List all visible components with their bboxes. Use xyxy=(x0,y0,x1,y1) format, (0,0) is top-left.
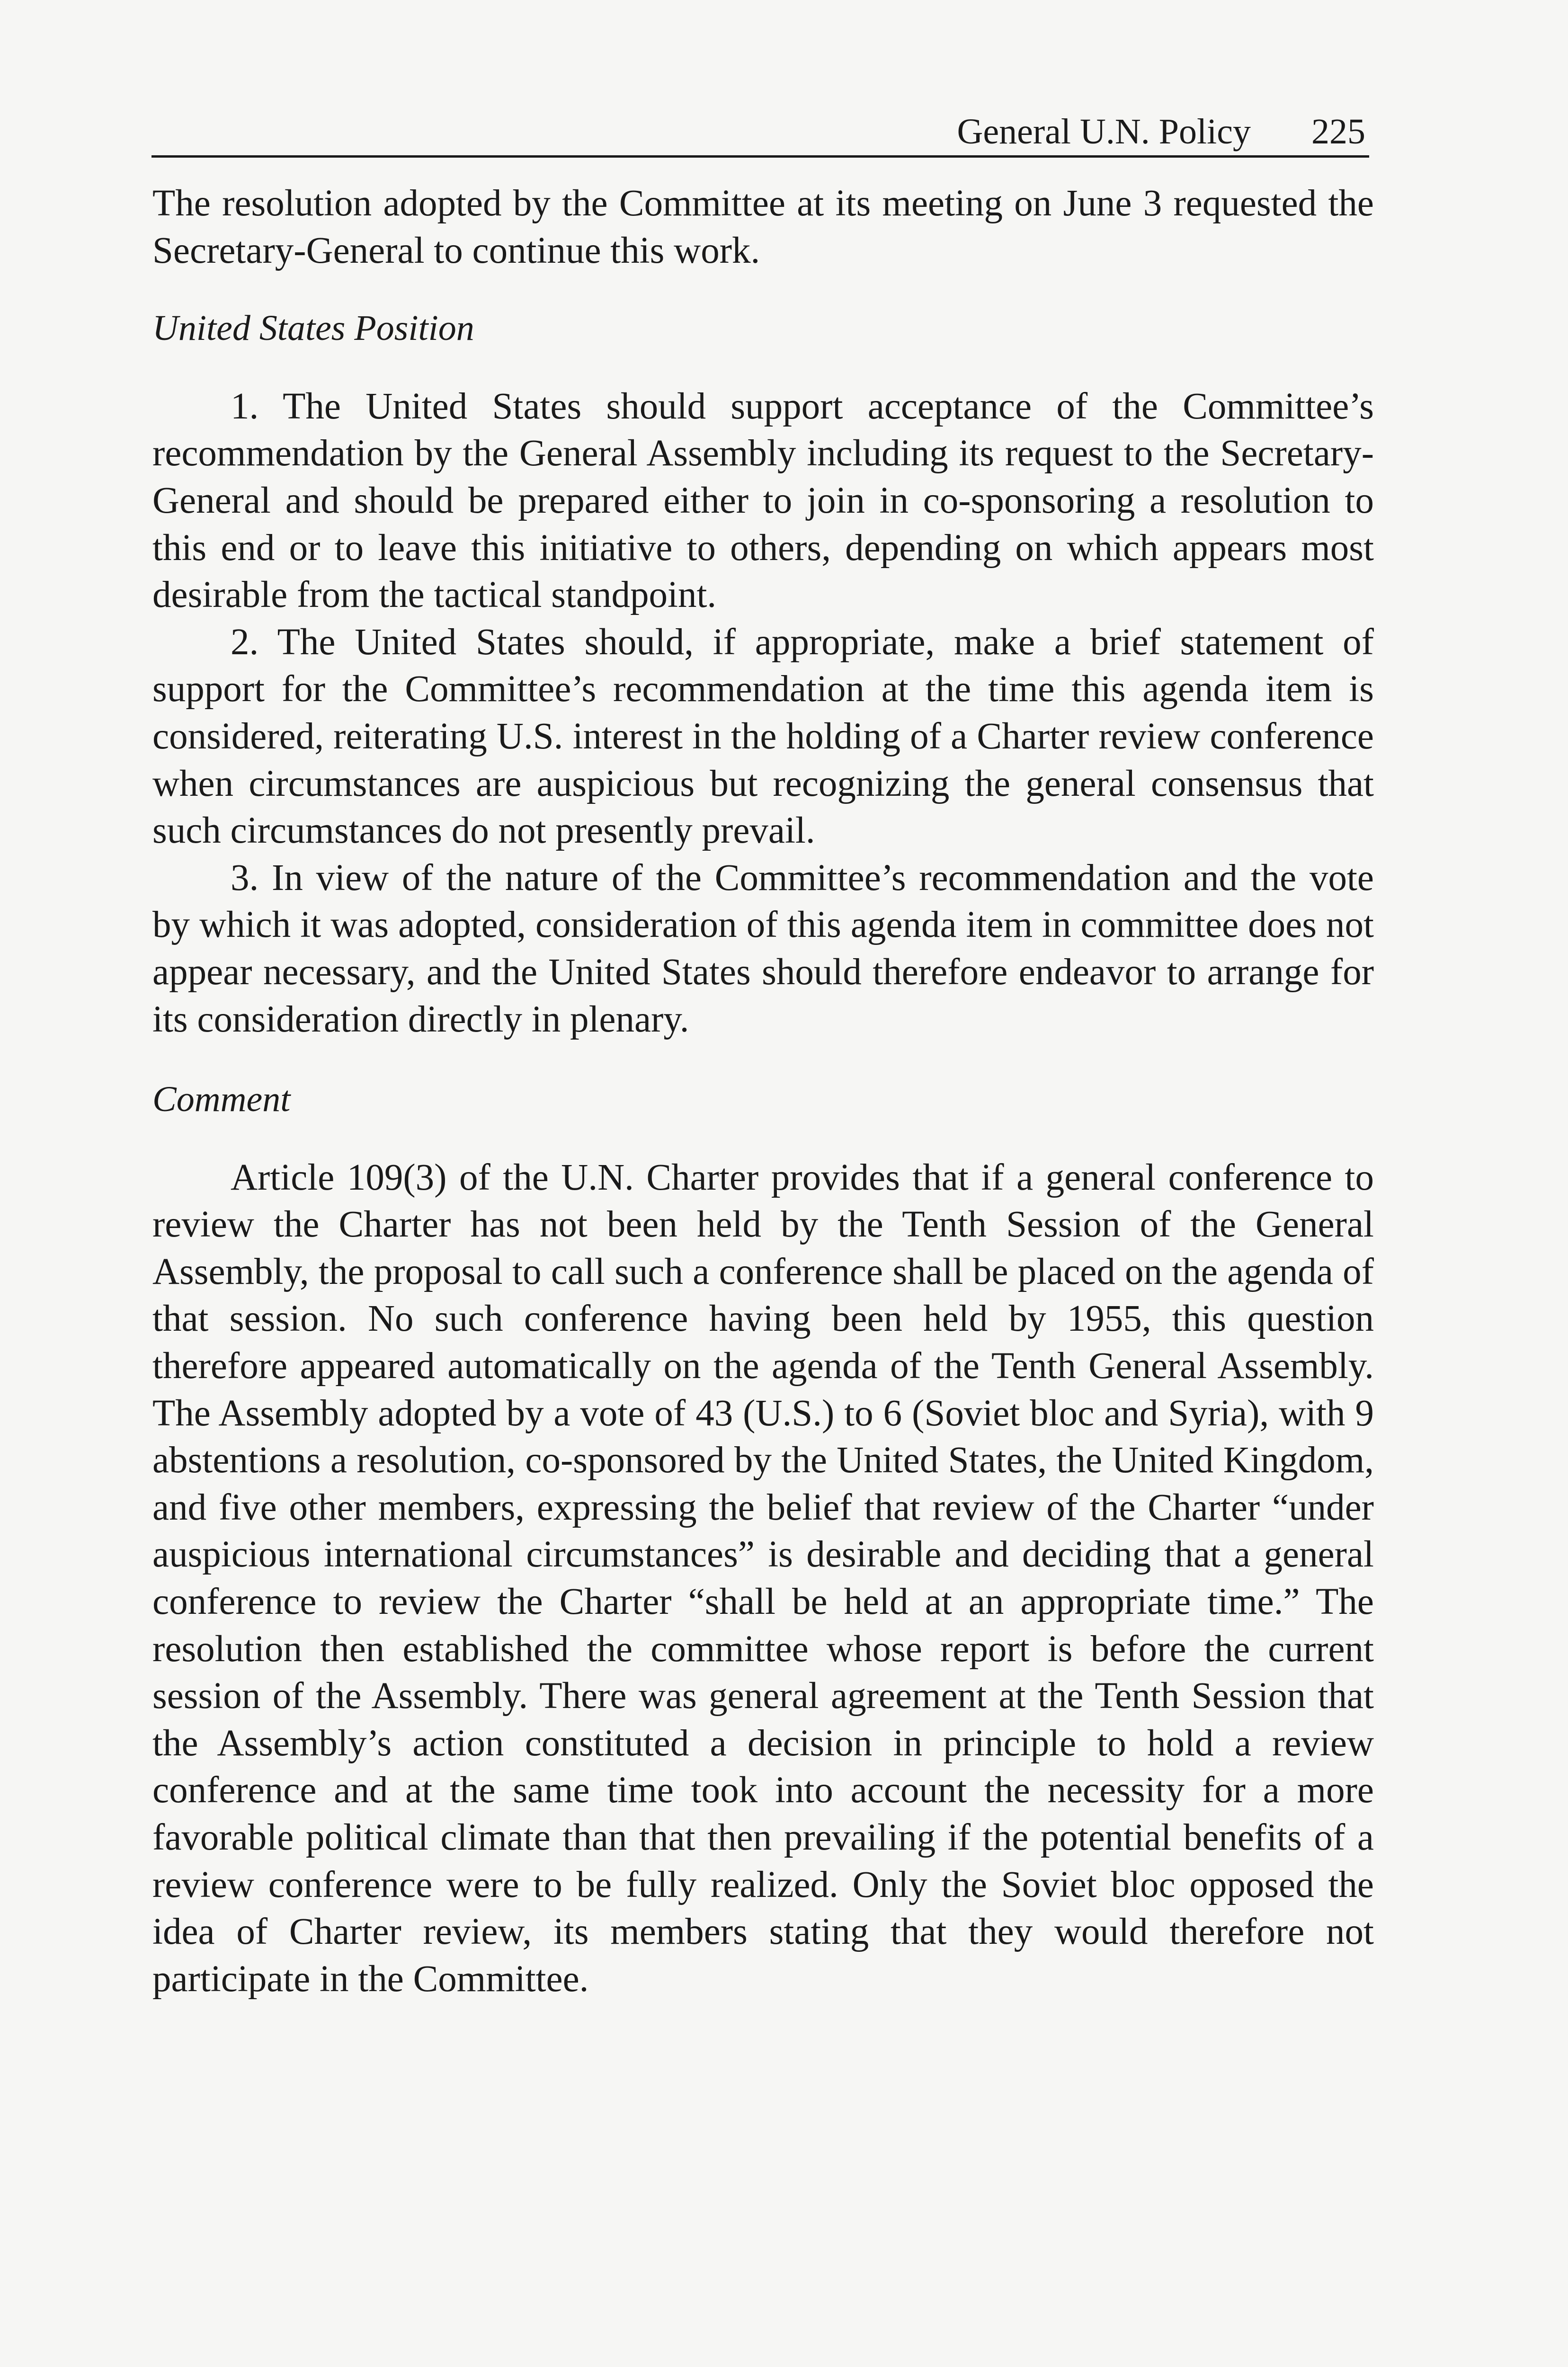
page-number: 225 xyxy=(1311,112,1365,151)
heading-comment: Comment xyxy=(152,1079,291,1120)
body-text xyxy=(152,180,1374,2002)
heading-us-position: United States Position xyxy=(152,308,474,348)
position-item-1: 1. The United States should support acceptance of the Committee’s recommendation by the General Assembly including its request to the Secretary-General and should be prepared either to join in co-sponsoring a resolution to this end or to leave this initiative to others, depending on which appears most desirable from the tactical standpoint. xyxy=(152,385,1374,616)
running-title: General U.N. Policy xyxy=(957,112,1251,151)
intro-paragraph: The resolution adopted by the Committee at its meeting on June 3 requested the Secretary-General to continue this work. xyxy=(152,183,1374,271)
comment-paragraph: Article 109(3) of the U.N. Charter provides that if a general conference to review the Charter has not been held by the Tenth Session of the General Assembly, the proposal to call such a conference shall be placed on the agenda of that session. No such conference having been held by 1955, this question therefore appeared automatically on the agenda of the Tenth General Assembly. The Assembly adopted by a vote of 43 (U.S.) to 6 (Soviet bloc and Syria), with 9 abstentions a resolution, co-sponsored by the United States, the United Kingdom, and five other members, expressing the belief that review of the Charter “under auspicious international circumstances” is desirable and deciding that a general conference to review the Charter “shall be held at an appropriate time.” The resolution then established the committee whose report is before the current session of the Assembly. There was general agreement at the Tenth Session that the Assembly’s action constituted a decision in principle to hold a review conference and at the same time took into account the necessity for a more favorable political climate than that then prevailing if the potential benefits of a review conference were to be fully realized. Only the Soviet bloc opposed the idea of Charter review, its members stating that they would therefore not participate in the Committee. xyxy=(152,1157,1374,2000)
position-item-2: 2. The United States should, if appropriate, make a brief statement of support for the Committee’s recommendation at the time this agenda item is considered, reiterating U.S. interest in the holding of a Charter review conference when circumstances are auspicious but recognizing the general consensus that such circumstances do not presently prevail. xyxy=(152,621,1374,852)
running-header xyxy=(151,108,1369,158)
position-item-3: 3. In view of the nature of the Committee’s recommendation and the vote by which it was adopted, consideration of this agenda item in committee does not appear necessary, and the United States should therefore endeavor to arrange for its consideration directly in plenary. xyxy=(152,857,1374,1040)
